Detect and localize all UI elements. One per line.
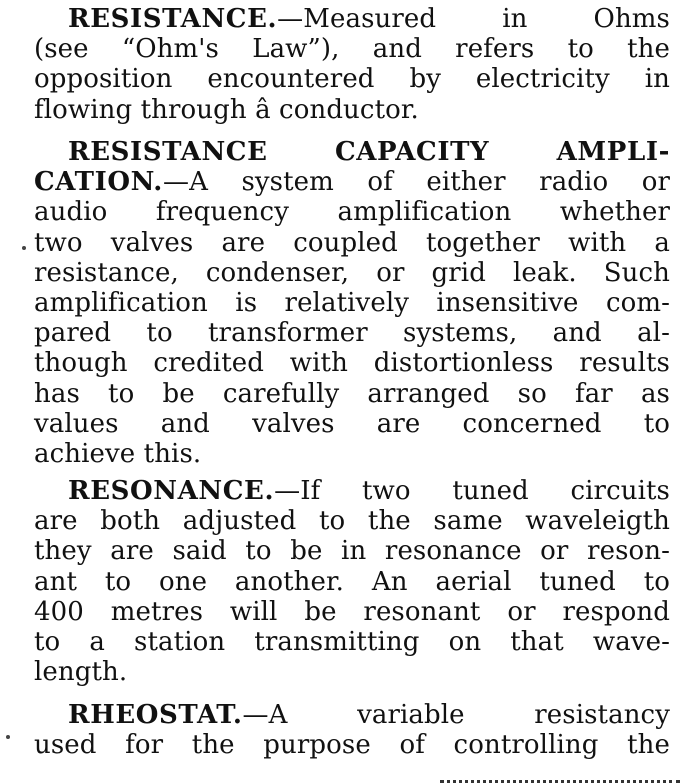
entry-line: opposition encountered by electricity in	[34, 64, 670, 95]
entry-first-line	[34, 476, 670, 506]
entry-first-line	[34, 137, 670, 167]
entry-line: they are said to be in resonance or reson-	[34, 536, 670, 567]
entry-line: ant to one another. An aerial tuned to	[34, 566, 670, 597]
entry-line: though credited with distortionless results	[34, 348, 670, 379]
glossary-entry-rheostat	[34, 700, 670, 760]
entry-first-line	[34, 700, 670, 730]
entry-term: RESONANCE.	[68, 476, 275, 506]
entry-line: used for the purpose of controlling the	[34, 730, 670, 761]
entry-line: length.	[34, 657, 128, 688]
entry-term-continued: CATION.	[34, 167, 163, 198]
entry-line: (see “Ohm's Law”), and refers to the	[34, 34, 670, 65]
entry-line: achieve this.	[34, 438, 202, 469]
entry-text: —A system of either radio or	[162, 167, 670, 198]
torn-edge	[440, 776, 680, 783]
entry-line: audio frequency amplification whether	[34, 197, 670, 228]
entry-line: 400 metres will be resonant or respond	[34, 596, 670, 627]
glossary-entry-resistance-capacity-amplification	[34, 137, 670, 469]
entry-line: two valves are coupled together with a	[34, 227, 670, 258]
glossary-entry-resonance	[34, 476, 670, 687]
entry-line	[34, 167, 670, 197]
entry-text: —Measured in Ohms	[277, 4, 670, 34]
entry-term: RESISTANCE.	[68, 4, 278, 34]
entry-line: to a station transmitting on that wave-	[34, 626, 670, 657]
entry-line: pared to transformer systems, and al-	[34, 318, 670, 349]
entry-line: values and valves are concerned to	[34, 408, 670, 439]
entry-first-line	[34, 4, 670, 34]
entry-line: amplification is relatively insensitive com-	[34, 287, 670, 318]
entry-text: —A variable resistancy	[242, 700, 670, 730]
entry-line: resistance, condenser, or grid leak. Such	[34, 257, 670, 288]
entry-line: has to be carefully arranged so far as	[34, 378, 670, 409]
entry-line: are both adjusted to the same waveleigth	[34, 506, 670, 537]
entry-text: —If two tuned circuits	[274, 476, 670, 506]
print-speck	[22, 246, 26, 250]
print-speck	[6, 735, 10, 739]
entry-term: RESISTANCE CAPACITY AMPLI-	[68, 137, 670, 167]
glossary-entry-resistance	[34, 4, 670, 125]
entry-term: RHEOSTAT.	[68, 700, 243, 730]
entry-line: flowing through â conductor.	[34, 94, 419, 125]
